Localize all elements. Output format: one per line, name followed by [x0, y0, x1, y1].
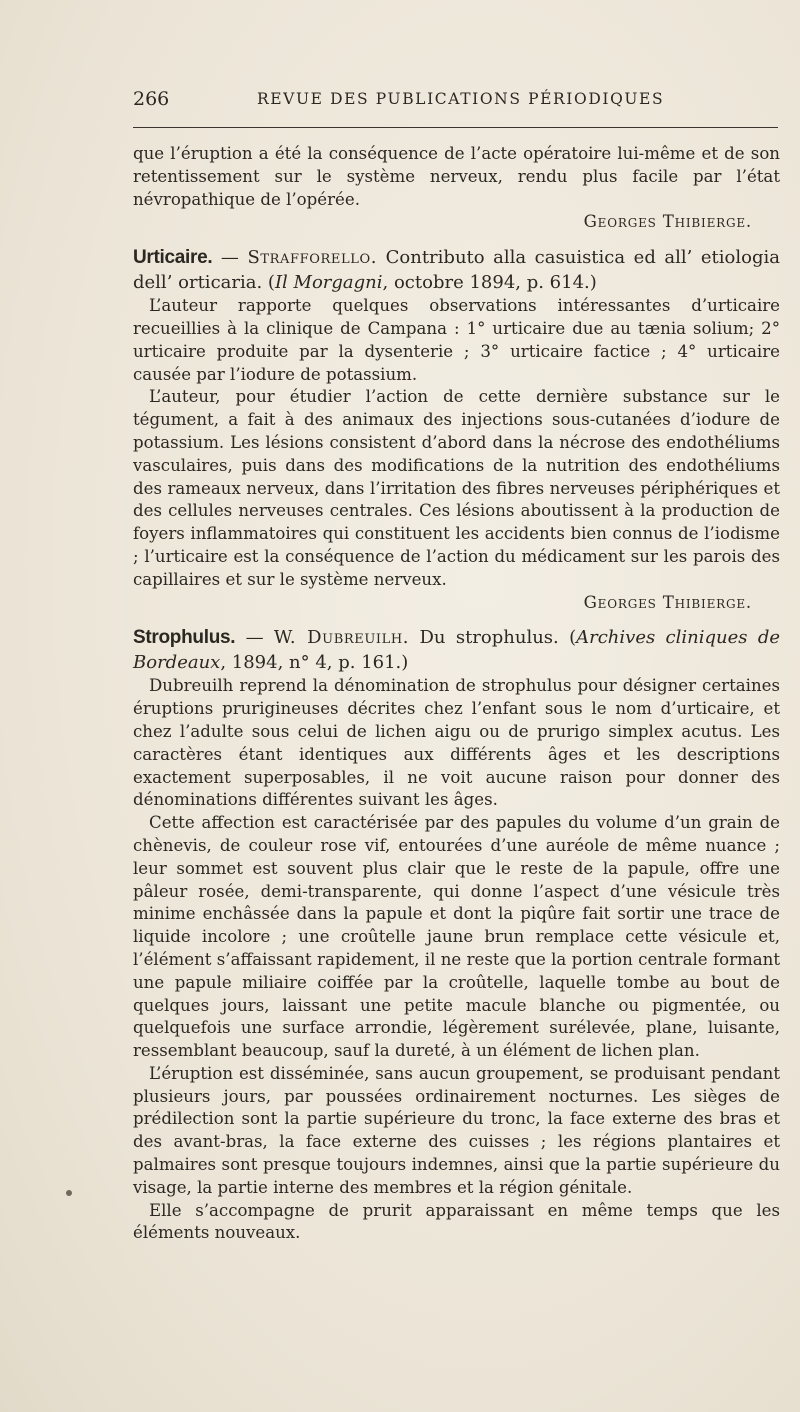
entry-heading-strophulus — [133, 625, 780, 675]
entry-dash: — — [212, 247, 248, 269]
entry-title: Contributo alla casuistica ed all’ etiologia dell’ orticaria. ( — [133, 247, 780, 294]
entry-keyword: Strophulus. — [133, 627, 236, 649]
entry-journal: Archives cliniques de Bordeaux — [133, 627, 780, 674]
running-title: REVUE DES PUBLICATIONS PÉRIODIQUES — [257, 90, 665, 108]
ink-speck — [66, 1190, 72, 1196]
paragraph: L’auteur rapporte quelques observations intéressantes d’urticaire recueillies à la clinique de Campana : 1° urticaire due au tænia solium; 2° urticaire produite par la dysenterie ; 3° urticaire factice ; 4° urticaire causée par l’iodure de potassium. — [133, 296, 780, 384]
paragraph: Dubreuilh reprend la dénomination de strophulus pour désigner certaines éruptions prurigineuses décrites chez l’enfant sous le nom d’urticaire, et chez l’adulte sous celui de lichen aigu ou de prurigo simplex acutus. Les caractères étant identiques aux différents âges et les descriptions exactement superposables, il ne voit aucune raison pour donner des dénominations différentes suivant les âges. — [133, 676, 780, 810]
entry-title: Du strophulus. ( — [409, 627, 577, 649]
signature: Georges Thibierge. — [583, 212, 752, 232]
entry-author: Strafforello. — [247, 247, 378, 269]
paragraph: Cette affection est caractérisée par des papules du volume d’un grain de chènevis, de couleur rose vif, entourées d’une auréole de même nuance ; leur sommet est souvent plus clair que le reste de la papule, offre une pâleur rosée, demi-transparente, qui donne l’aspect d’une vésicule très minime enchâssée dans la papule et dont la piqûre fait sortir une trace de liquide incolore ; une croûtelle jaune brun remplace cette vésicule et, l’élément s’affaissant rapidement, il ne reste que la portion centrale formant une papule miliaire coiffée par la croûtelle, laquelle tombe au bout de quelques jours, laissant une petite macule blanche ou pigmentée, ou quelquefois une surface arrondie, légèrement surélevée, plane, luisante, ressemblant beaucoup, sauf la dureté, à un élément de lichen plan. — [133, 813, 780, 1061]
page-number: 266 — [133, 88, 170, 110]
entry-journal: Il Morgagni — [274, 272, 383, 294]
entry-author: W. Dubreuilh. — [273, 627, 410, 649]
entry-dash: — — [235, 627, 274, 649]
entry-reference: , 1894, n° 4, p. 161.) — [220, 652, 409, 674]
page-header — [133, 88, 781, 114]
paragraph: Elle s’accompagne de prurit apparaissant en même temps que les éléments nouveaux. — [133, 1200, 780, 1243]
continuation-text: que l’éruption a été la conséquence de l’acte opératoire lui-même et de son retentissement sur le système nerveux, rendu plus facile par l’état névropathique de l’opérée. — [133, 144, 780, 209]
signature: Georges Thibierge. — [583, 592, 752, 612]
paragraph: L’auteur, pour étudier l’action de cette dernière substance sur le tégument, a fait à des animaux des injections sous-cutanées d’iodure de potassium. Les lésions consistent d’abord dans la nécrose des endothéliums vasculaires, puis dans des modifications de la nutrition des endothéliums des rameaux nerveux, dans l’irritation des fibres nerveuses périphériques et des cellules nerveuses centrales. Ces lésions aboutissent à la production de foyers inflammatoires qui constituent les accidents bien connus de l’iodisme ; l’urticaire est la conséquence de l’action du médicament sur les parois des capillaires et sur le système nerveux. — [133, 387, 780, 589]
entry-reference: , octobre 1894, p. 614.) — [382, 272, 597, 294]
page-body — [133, 143, 780, 1245]
entry-heading-urticaire — [133, 245, 780, 295]
header-rule — [133, 127, 778, 128]
paragraph: L’éruption est disséminée, sans aucun groupement, se produisant pendant plusieurs jours, par poussées ordinairement nocturnes. Les sièges de prédilection sont la partie supérieure du tronc, la face externe des bras et des avant-bras, la face externe des cuisses ; les régions plantaires et palmaires sont presque toujours indemnes, ainsi que la partie supérieure du visage, la partie interne des membres et la région génitale. — [133, 1063, 780, 1197]
entry-keyword: Urticaire. — [133, 247, 213, 269]
